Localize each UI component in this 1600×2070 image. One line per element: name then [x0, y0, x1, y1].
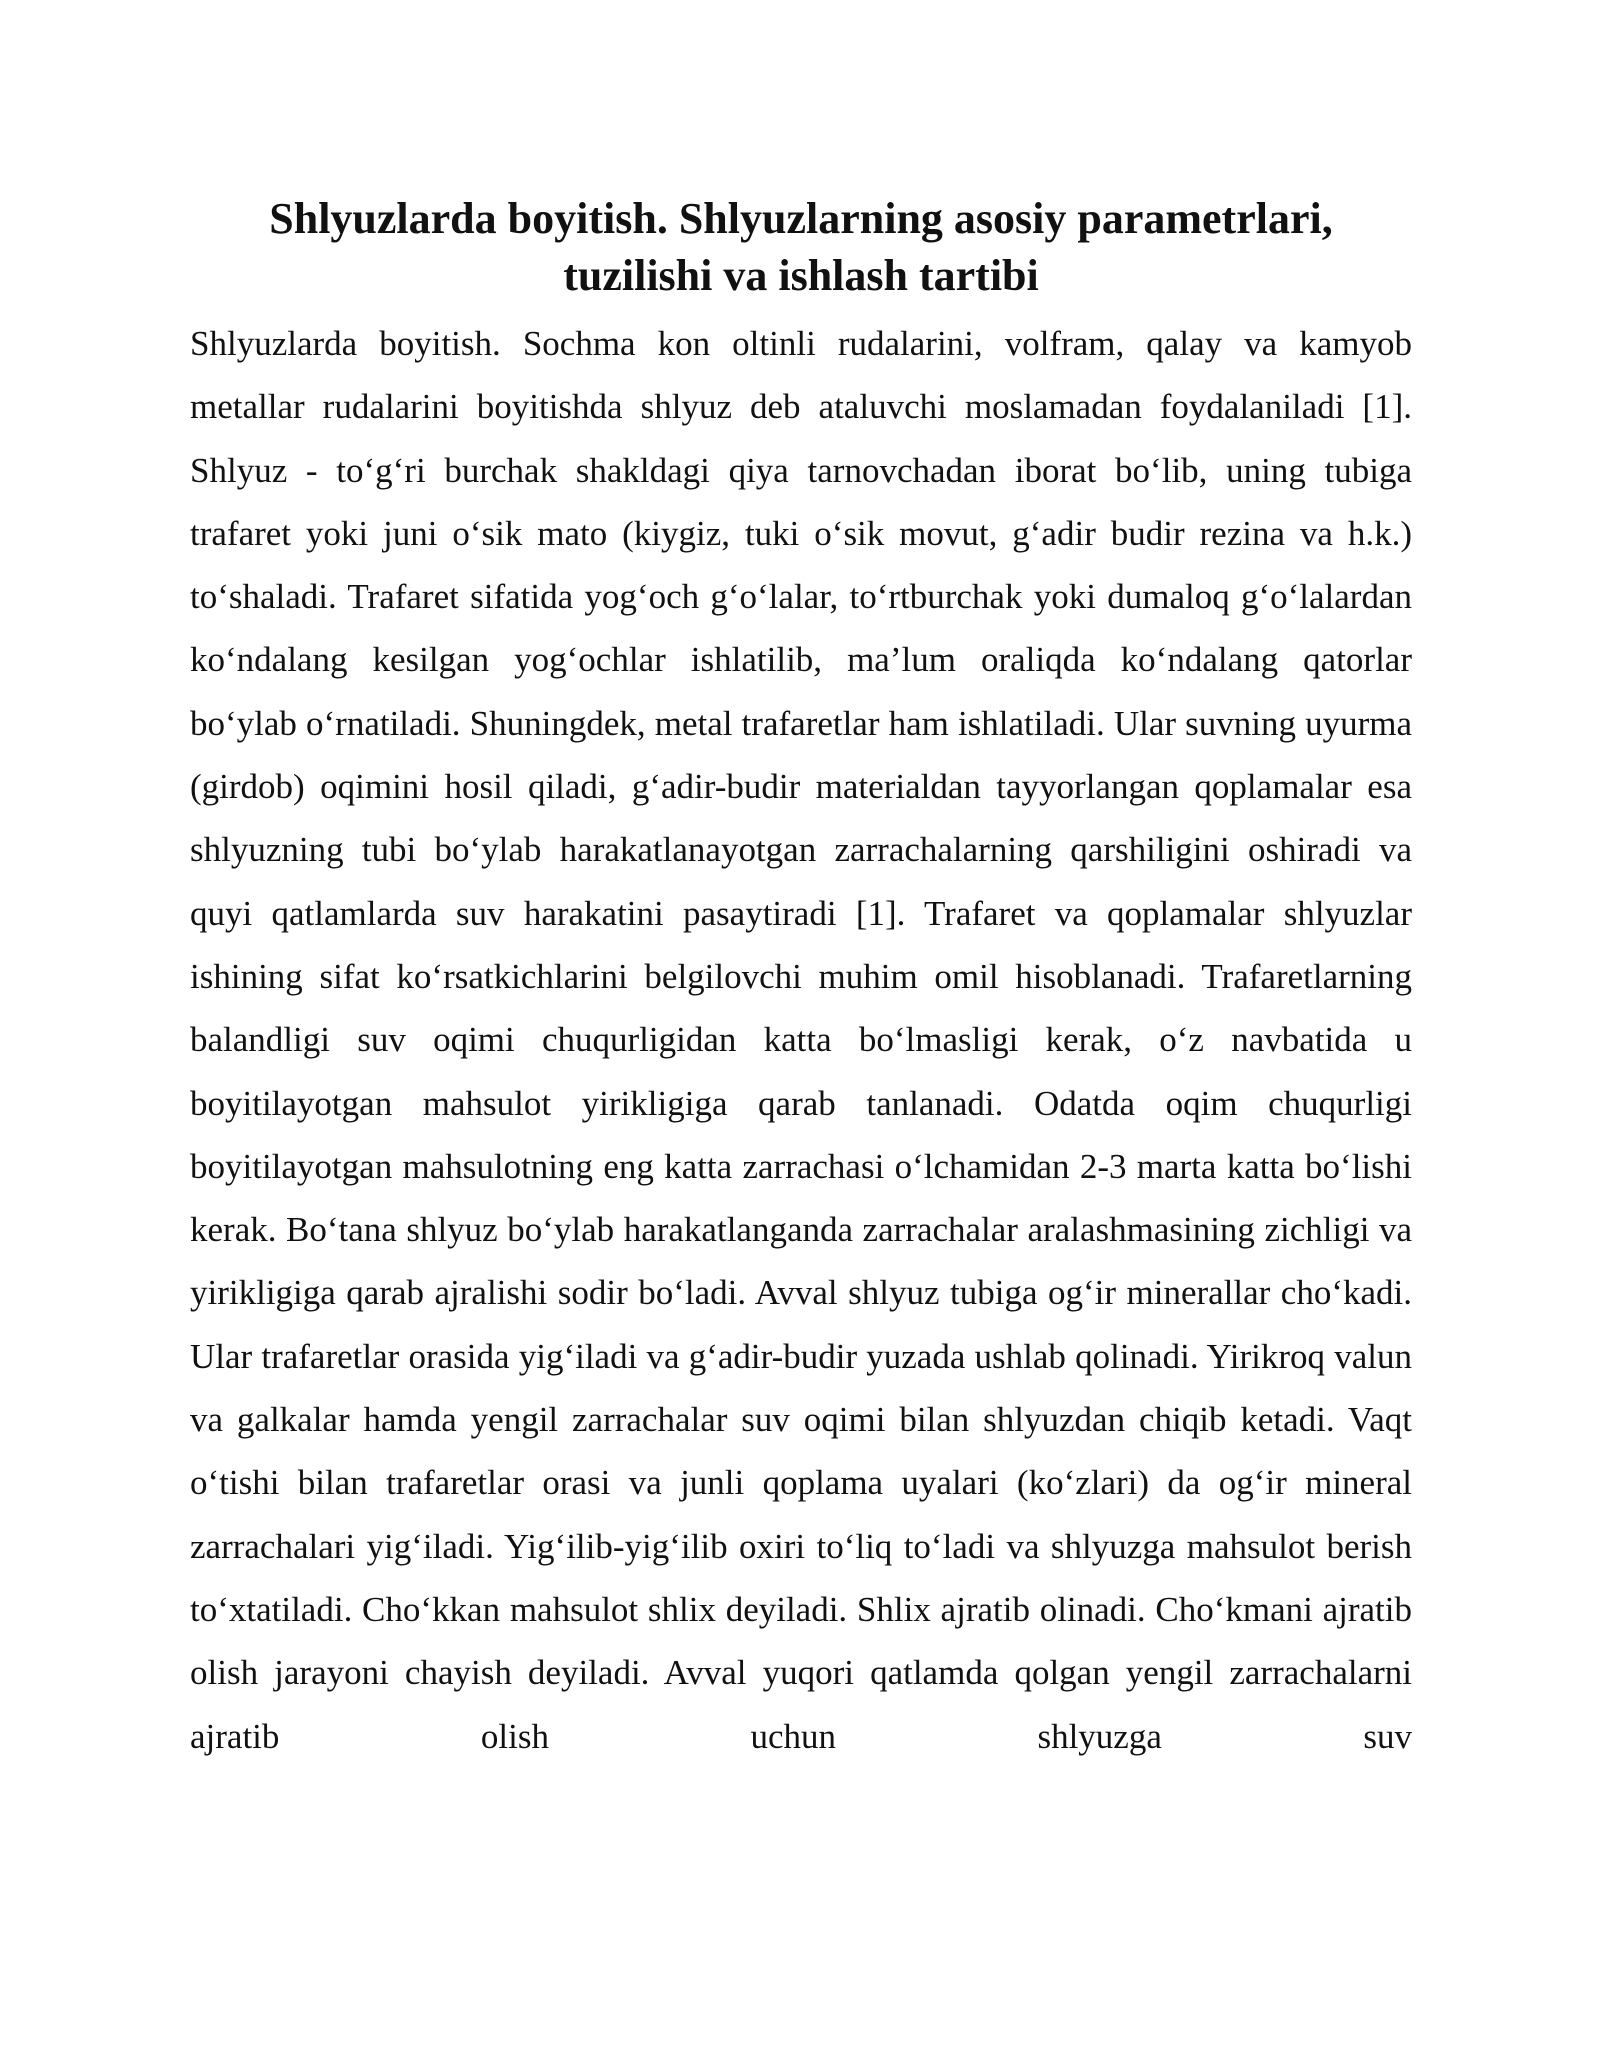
page-content [190, 190, 1412, 1768]
body-paragraph: Shlyuzlarda boyitish. Sochma kon oltinli rudalarini, volfram, qalay va kamyob metallar rudalarini boyitishda shlyuz deb ataluvchi moslamadan foydalaniladi [1]. Shlyuz - to‘g‘ri burchak shakldagi qiya tarnovchadan iborat bo‘lib, uning tubiga trafaret yoki juni o‘sik mato (kiygiz, tuki o‘sik movut, g‘adir budir rezina va h.k.) to‘shaladi. Trafaret sifatida yog‘och g‘o‘lalar, to‘rtburchak yoki dumaloq g‘o‘lalardan ko‘ndalang kesilgan yog‘ochlar ishlatilib, ma’lum oraliqda ko‘ndalang qatorlar bo‘ylab o‘rnatiladi. Shuningdek, metal trafaretlar ham ishlatiladi. Ular suvning uyurma (girdob) oqimini hosil qiladi, g‘adir-budir materialdan tayyorlangan qoplamalar esa shlyuzning tubi bo‘ylab harakatlanayotgan zarrachalarning qarshiligini oshiradi va quyi qatlamlarda suv harakatini pasaytiradi [1]. Trafaret va qoplamalar shlyuzlar ishining sifat ko‘rsatkichlarini belgilovchi muhim omil hisoblanadi. Trafaretlarning balandligi suv oqimi chuqurligidan katta bo‘lmasligi kerak, o‘z navbatida u boyitilayotgan mahsulot yirikligiga qarab tanlanadi. Odatda oqim chuqurligi boyitilayotgan mahsulotning eng katta zarrachasi o‘lchamidan 2-3 marta katta bo‘lishi kerak. Bo‘tana shlyuz bo‘ylab harakatlanganda zarrachalar aralashmasining zichligi va yirikligiga qarab ajralishi sodir bo‘ladi. Avval shlyuz tubiga og‘ir minerallar cho‘kadi. Ular trafaretlar orasida yig‘iladi va g‘adir-budir yuzada ushlab qolinadi. Yirikroq valun va galkalar hamda yengil zarrachalar suv oqimi bilan shlyuzdan chiqib ketadi. Vaqt o‘tishi bilan trafaretlar orasi va junli qoplama uyalari (ko‘zlari) da og‘ir mineral zarrachalari yig‘iladi. Yig‘ilib-yig‘ilib oxiri to‘liq to‘ladi va shlyuzga mahsulot berish to‘xtatiladi. Cho‘kkan mahsulot shlix deyiladi. Shlix ajratib olinadi. Cho‘kmani ajratib olish jarayoni chayish deyiladi. Avval yuqori qatlamda qolgan yengil zarrachalarni ajratib olish uchun shlyuzga suv [190, 324, 1412, 1756]
title-line-1: Shlyuzlarda boyitish. Shlyuzlarning asosiy parametrlari, [269, 194, 1333, 243]
document-title [190, 190, 1412, 304]
title-line-2: tuzilishi va ishlash tartibi [563, 251, 1039, 300]
